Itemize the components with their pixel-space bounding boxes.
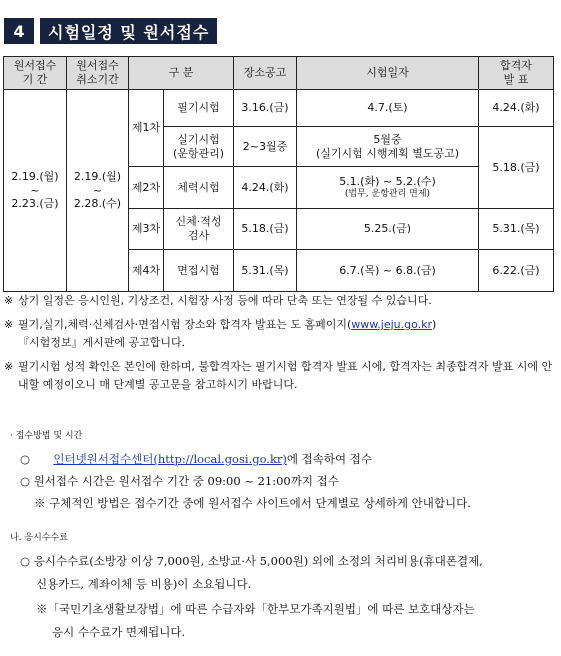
bullet: ○	[20, 474, 31, 488]
date-physical-note: (법무, 운항관리 면제)	[344, 188, 431, 199]
application-item-2	[20, 473, 339, 489]
pass-aptitude: 5.31.(목)	[479, 209, 554, 250]
subheading-fee: 나. 응시수수료	[10, 533, 68, 543]
header-cancel: 원서접수 취소기간	[67, 57, 129, 90]
note-mark: ※	[4, 318, 14, 331]
section-title: 시험일정 및 원서접수	[40, 18, 217, 44]
application-item-1	[20, 451, 372, 467]
application-item-2-text: 원서접수 시간은 원서접수 기간 중 09:00 ~ 21:00까지 접수	[33, 474, 339, 488]
online-reception-link[interactable]: 인터넷원서접수센터(http://local.gosi.go.kr)	[53, 452, 287, 466]
subject-interview: 면접시험	[164, 250, 234, 292]
round-1: 제1차	[129, 90, 164, 167]
header-category: 구 분	[129, 57, 234, 90]
fee-note-line-1: ※「국민기초생활보장법」에 따른 수급자와「한부모가족지원법」에 따른 보호대상자는	[36, 602, 475, 616]
pass-practical-physical: 5.18.(금)	[479, 127, 554, 209]
fee-item-line-1: 응시수수료(소방장 이상 7,000원, 소방교·사 5,000원) 외에 소정의 처리비용(휴대폰결제,	[33, 554, 483, 568]
section-header	[4, 18, 217, 44]
schedule-notes	[4, 292, 556, 394]
exam-schedule-table	[3, 56, 554, 292]
announce-interview: 5.31.(목)	[234, 250, 297, 292]
subject-physical: 체력시험	[164, 167, 234, 209]
date-written: 4.7.(토)	[297, 90, 479, 127]
fee-item-line-2: 신용카드, 계좌이체 등 비용)이 소요됩니다.	[36, 577, 252, 591]
bullet: ○	[20, 554, 31, 568]
fee-item-1	[20, 553, 483, 569]
section-number: 4	[4, 18, 34, 44]
date-aptitude: 5.25.(금)	[297, 209, 479, 250]
application-item-1-text: 에 접속하여 접수	[286, 452, 372, 466]
homepage-link[interactable]: www.jeju.go.kr	[351, 318, 433, 331]
reception-period: 2.19.(월) ~ 2.23.(금)	[4, 90, 67, 292]
note-text-close: )	[432, 318, 437, 331]
note-schedule-change	[4, 292, 556, 310]
fee-note-line-2: 응시 수수료가 면제됩니다.	[52, 625, 186, 639]
pass-interview: 6.22.(금)	[479, 250, 554, 292]
subject-written: 필기시험	[164, 90, 234, 127]
note-mark: ※	[4, 294, 14, 307]
note-text: 상기 일정은 응시인원, 기상조건, 시험장 사정 등에 따라 단축 또는 연장될 수 있습니다.	[18, 294, 432, 307]
round-3: 제3차	[129, 209, 164, 250]
note-score-check	[4, 358, 556, 394]
round-2: 제2차	[129, 167, 164, 209]
date-physical	[297, 167, 479, 209]
announce-physical: 4.24.(화)	[234, 167, 297, 209]
subject-aptitude: 신체·적성 검사	[164, 209, 234, 250]
header-announce: 장소공고	[234, 57, 297, 90]
header-pass: 합격자 발 표	[479, 57, 554, 90]
note-mark: ※	[4, 360, 14, 373]
cancel-period: 2.19.(월) ~ 2.28.(수)	[67, 90, 129, 292]
subheading-application-method: · 접수방법 및 시간	[10, 431, 83, 441]
date-practical: 5월중 (실기시험 시행계획 별도공고)	[297, 127, 479, 167]
header-exam-date: 시험일자	[297, 57, 479, 90]
application-note: ※ 구체적인 방법은 접수기간 중에 원서접수 사이트에서 단계별로 상세하게 안내합니다.	[34, 496, 471, 510]
round-4: 제4차	[129, 250, 164, 292]
announce-written: 3.16.(금)	[234, 90, 297, 127]
header-reception: 원서접수 기 간	[4, 57, 67, 90]
announce-aptitude: 5.18.(금)	[234, 209, 297, 250]
note-text: 필기시험 성적 확인은 본인에 한하며, 불합격자는 필기시험 합격자 발표 시에, 합격자는 최종합격자 발표 시에 안내할 예정이오니 매 단계별 공고문을 참고하시기 바랍니다.	[18, 360, 553, 391]
date-physical-range: 5.1.(화) ~ 5.2.(수)	[339, 175, 436, 188]
announce-practical: 2~3월중	[234, 127, 297, 167]
note-venue-announcement	[4, 316, 556, 352]
note-text: 필기,실기,체력·신체검사·면접시험 장소와 합격자 발표는 도 홈페이지(	[18, 318, 352, 331]
date-interview: 6.7.(목) ~ 6.8.(금)	[297, 250, 479, 292]
note-text-board: 『시험정보』게시판에 공고합니다.	[18, 336, 186, 349]
bullet: ○	[20, 452, 31, 466]
pass-written: 4.24.(화)	[479, 90, 554, 127]
subject-practical: 실기시험 (운항관리)	[164, 127, 234, 167]
